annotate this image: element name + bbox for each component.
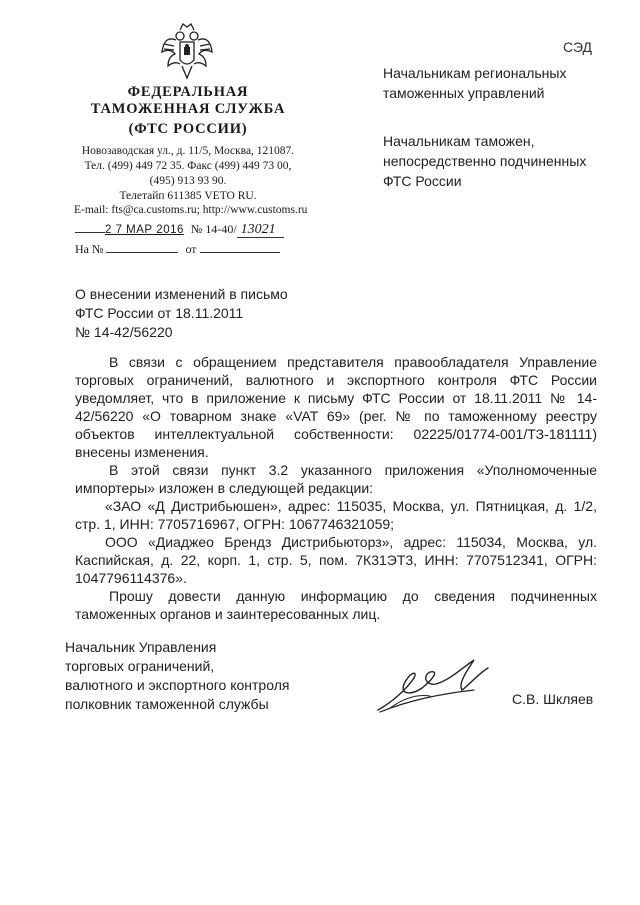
registration-date: 2 7 МАР 2016 (105, 224, 184, 236)
body-paragraph: «ЗАО «Д Дистрибьюшен», адрес: 115035, Москва, ул. Пятницкая, д. 1/2, стр. 1, ИНН: 7705716967, ОГРН: 1067746321059; (75, 498, 597, 532)
reference-line (75, 240, 280, 257)
org-email-line: E-mail: fts@ca.customs.ru; http://www.customs.ru (74, 204, 308, 216)
org-abbreviation: (ФТС РОССИИ) (128, 121, 248, 137)
signatory-line: полковник таможенной службы (65, 696, 269, 712)
recipient-line: непосредственно подчиненных (383, 153, 587, 169)
org-teletype-line: Телетайп 611385 VETO RU. (119, 190, 257, 202)
handwritten-signature (370, 650, 510, 720)
corner-mark: СЭД (563, 39, 593, 55)
reference-label: На № (75, 242, 104, 256)
recipient-group-2 (383, 131, 603, 191)
recipient-group-1 (383, 63, 603, 103)
org-name-line1: ФЕДЕРАЛЬНАЯ (127, 84, 249, 100)
body-paragraph: Прошу довести данную информацию до сведения подчиненных таможенных органов и заинтересованных лиц. (75, 588, 597, 622)
coat-of-arms-emblem (160, 22, 214, 80)
subject-line: О внесении изменений в письмо (75, 286, 288, 302)
org-phone-line: Тел. (499) 449 72 35. Факс (499) 449 73 00, (84, 160, 292, 172)
signatory-name: С.В. Шкляев (512, 691, 594, 707)
body-paragraph: В этой связи пункт 3.2 указанного приложения «Уполномоченные импортеры» изложен в следующей редакции: (75, 462, 597, 496)
body-paragraph: В связи с обращением представителя правообладателя Управление торговых ограничений, валютного и экспортного контроля ФТС России уведомляет, что в приложение к письму ФТС России от 18.11.2011 № 14-42/56220 «О товарном знаке «VAT 69» (рег. № по таможенному реестру объектов интеллектуальной собственности: 02225/01774-001/ТЗ-181111) внесены изменения. (75, 354, 597, 460)
signatory-line: валютного и экспортного контроля (65, 677, 290, 693)
org-phone-line2: (495) 913 93 90. (149, 175, 227, 187)
letter-body (75, 353, 597, 623)
org-address-line1: Новозаводская ул., д. 11/5, Москва, 121087. (81, 145, 295, 157)
org-name-line2: ТАМОЖЕННАЯ СЛУЖБА (90, 101, 286, 117)
signatory-line: Начальник Управления (65, 639, 217, 655)
recipient-line: таможенных управлений (383, 85, 545, 101)
recipient-line: ФТС России (383, 173, 462, 189)
recipient-line: Начальникам региональных (383, 65, 567, 81)
subject-line: ФТС России от 18.11.2011 (75, 305, 244, 321)
recipient-line: Начальникам таможен, (383, 133, 535, 149)
registration-number-prefix: № 14-40/ (190, 222, 237, 236)
reference-from-label: от (185, 242, 197, 256)
signatory-title (65, 638, 325, 714)
letter-subject (75, 285, 335, 342)
signatory-line: торговых ограничений, (65, 658, 215, 674)
body-paragraph: ООО «Диаджео Брендз Дистрибьюторз», адрес: 115034, Москва, ул. Каспийская, д. 22, корп. 1, стр. 5, пом. 7К31ЭТ3, ИНН: 7707512341, ОГРН: 1047796114376». (75, 534, 597, 586)
subject-line: № 14-42/56220 (75, 324, 173, 340)
registration-date-line (75, 220, 284, 238)
registration-number-handwritten: 13021 (237, 222, 284, 238)
